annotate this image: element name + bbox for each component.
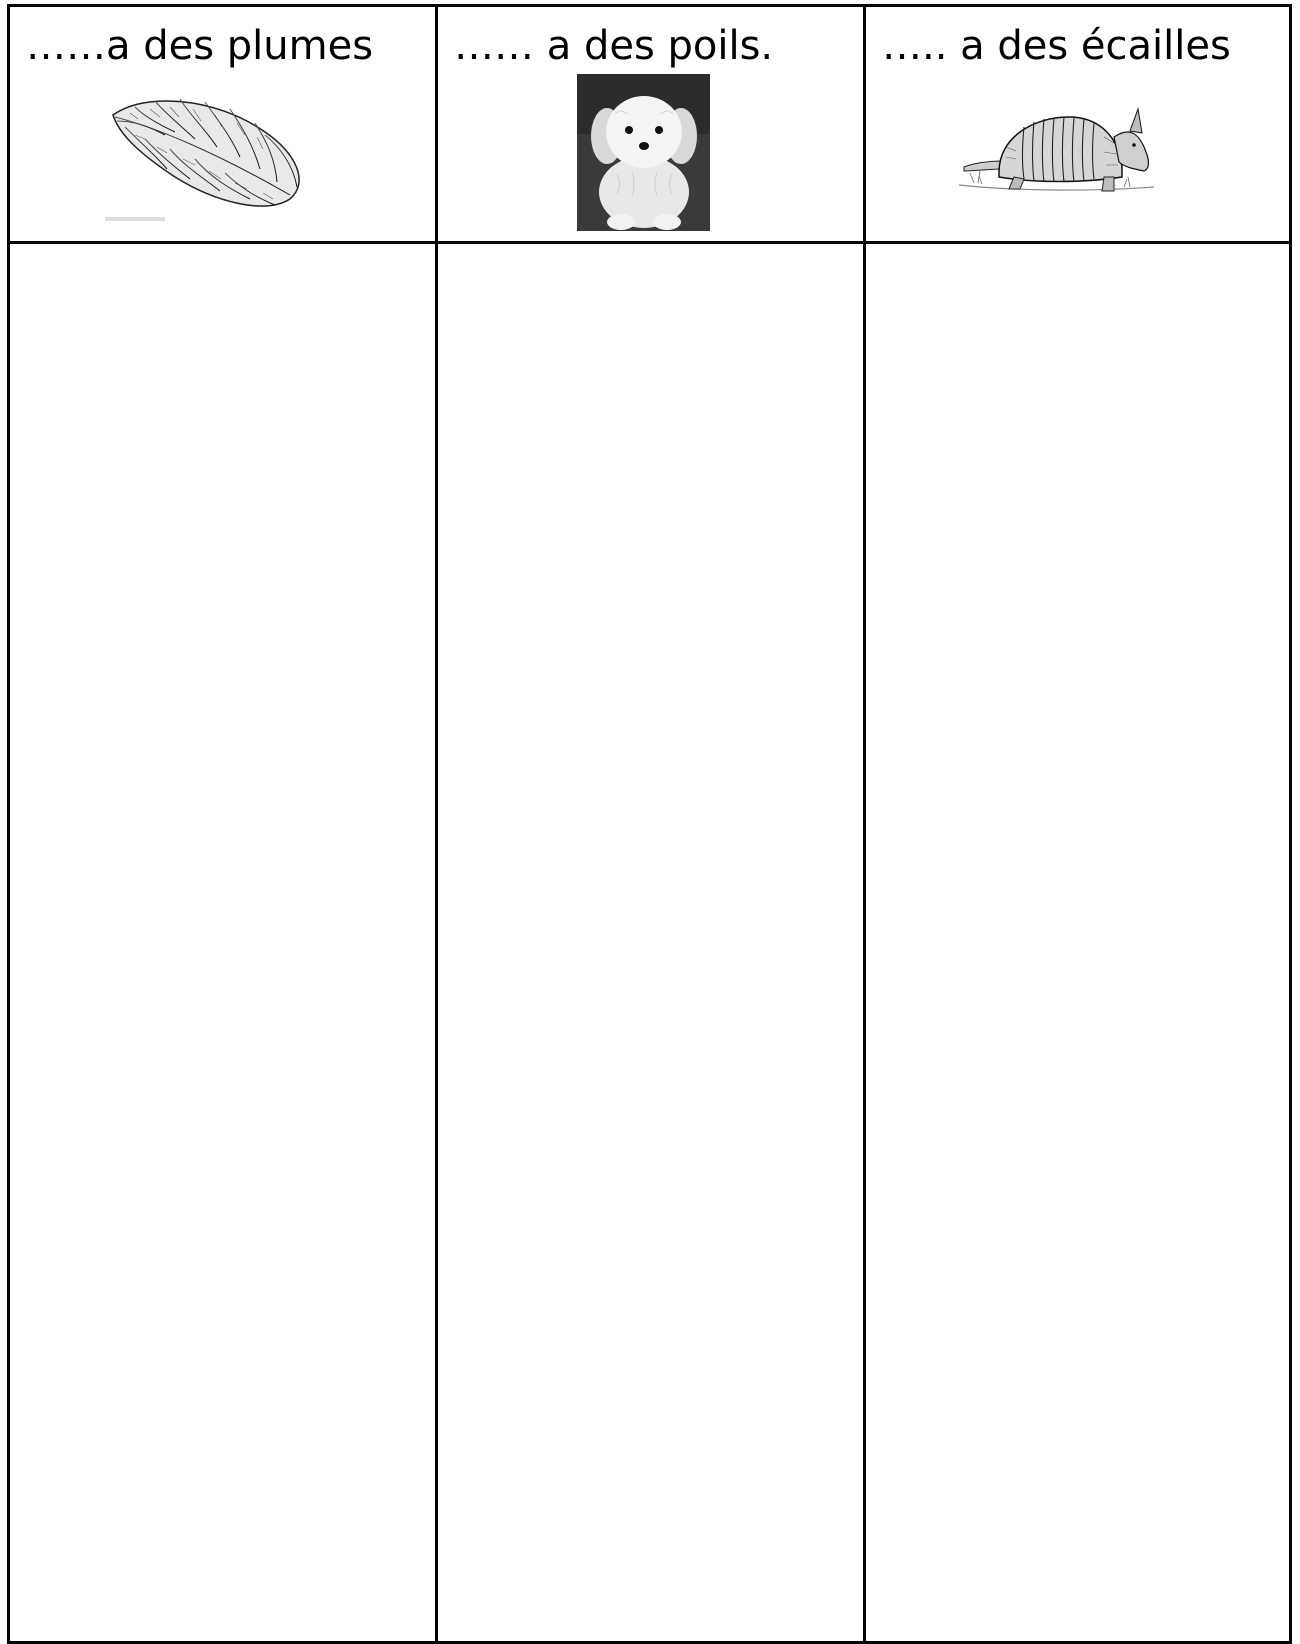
answer-area-poils[interactable] <box>438 244 863 1644</box>
puppy-icon <box>577 74 710 231</box>
answer-area-plumes[interactable] <box>10 244 435 1644</box>
feather-icon <box>105 87 310 227</box>
header-row <box>10 7 1289 244</box>
header-cell-plumes <box>10 7 435 241</box>
header-label-plumes: ……a des plumes <box>26 23 374 69</box>
armadillo-icon <box>954 97 1159 202</box>
sorting-table <box>7 4 1292 1644</box>
header-cell-poils <box>438 7 863 241</box>
answer-area-ecailles[interactable] <box>866 244 1292 1644</box>
header-label-ecailles: ….. a des écailles <box>882 23 1231 69</box>
header-cell-ecailles <box>866 7 1292 241</box>
header-label-poils: …… a des poils. <box>454 23 774 69</box>
